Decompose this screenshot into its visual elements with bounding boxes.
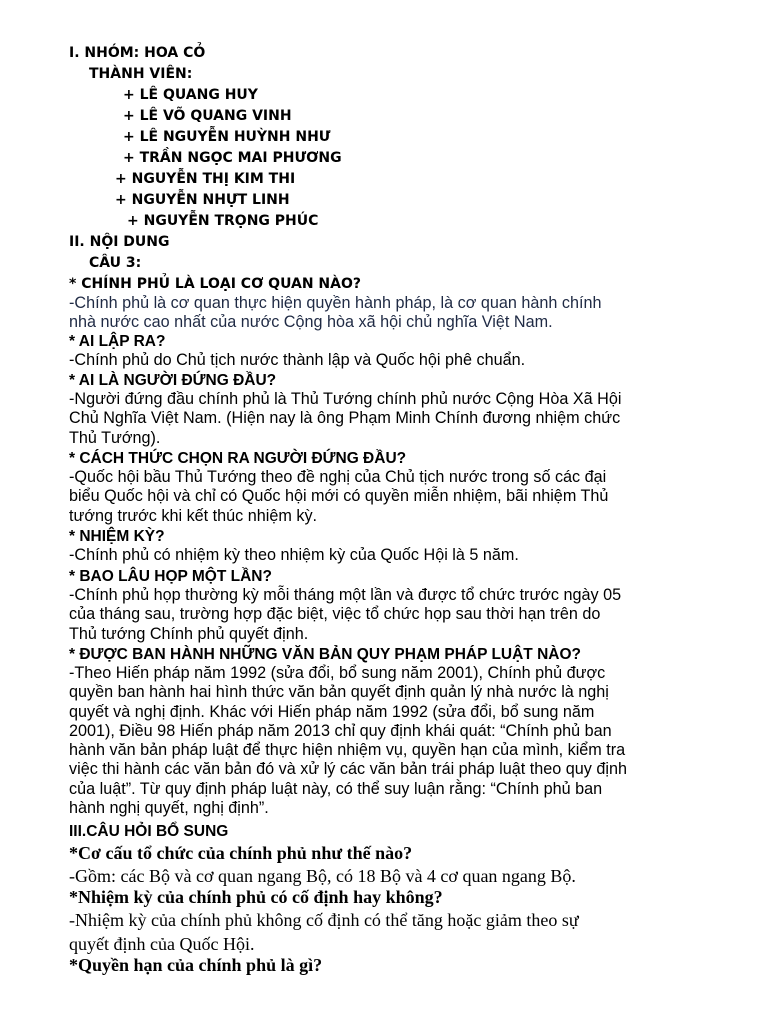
question-heading: *Nhiệm kỳ của chính phủ có cố định hay không? <box>69 887 443 907</box>
question-heading: *Quyền hạn của chính phủ là gì? <box>69 955 323 975</box>
question-heading: * NHIỆM KỲ? <box>69 528 165 545</box>
answer-line: của luật”. Từ quy định pháp luật này, có thể suy luận rằng: “Chính phủ ban <box>69 779 603 798</box>
question-heading: * AI LÀ NGƯỜI ĐỨNG ĐẦU? <box>69 372 277 389</box>
answer-line: Chủ Nghĩa Việt Nam. (Hiện nay là ông Phạm Minh Chính đương nhiệm chức <box>69 409 621 428</box>
answer-line: hành văn bản pháp luật để thực hiện nhiệm vụ, quyền hạn của mình, kiểm tra <box>69 741 626 760</box>
member-item: + LÊ QUANG HUY <box>123 87 258 103</box>
answer-line: -Quốc hội bầu Thủ Tướng theo đề nghị của Chủ tịch nước trong số các đại <box>69 468 607 486</box>
answer-line: quyết định của Quốc Hội. <box>69 933 255 954</box>
section-extra-title: III.CÂU HỎI BỔ SUNG <box>69 823 229 840</box>
question-number: CÂU 3: <box>89 255 142 271</box>
answer-line: tướng trước khi kết thúc nhiệm kỳ. <box>69 506 318 525</box>
answer-line: -Gồm: các Bộ và cơ quan ngang Bộ, có 18 Bộ và 4 cơ quan ngang Bộ. <box>69 866 576 886</box>
qa-block <box>69 528 709 565</box>
qa-block <box>69 333 709 370</box>
answer-line: việc thi hành các văn bản đó và xử lý các văn bản trái pháp luật theo quy định <box>69 760 627 779</box>
answer-line: -Chính phủ là cơ quan thực hiện quyền hành pháp, là cơ quan hành chính <box>69 294 602 312</box>
answer-line: -Chính phủ họp thường kỳ mỗi tháng một lần và được tổ chức trước ngày 05 <box>69 586 622 604</box>
answer-line: -Nhiệm kỳ của chính phủ không cố định có thể tăng hoặc giảm theo sự <box>69 910 579 930</box>
answer-line: 2001), Điều 98 Hiến pháp năm 2013 chỉ quy định khái quát: “Chính phủ ban <box>69 721 612 740</box>
question-heading: * BAO LÂU HỌP MỘT LẦN? <box>69 568 272 585</box>
member-item: + NGUYỄN TRỌNG PHÚC <box>127 213 319 229</box>
qa-block <box>69 568 709 644</box>
answer-line: Thủ tướng Chính phủ quyết định. <box>69 624 309 643</box>
qa-block <box>69 842 729 889</box>
answer-line: -Chính phủ có nhiệm kỳ theo nhiệm kỳ của Quốc Hội là 5 năm. <box>69 546 519 564</box>
question-heading: * CÁCH THỨC CHỌN RA NGƯỜI ĐỨNG ĐẦU? <box>69 450 407 467</box>
answer-line: -Người đứng đầu chính phủ là Thủ Tướng chính phủ nước Cộng Hòa Xã Hội <box>69 390 622 408</box>
answer-line: -Theo Hiến pháp năm 1992 (sửa đổi, bổ sung năm 2001), Chính phủ được <box>69 664 606 682</box>
answer-line: nhà nước cao nhất của nước Cộng hòa xã hội chủ nghĩa Việt Nam. <box>69 313 553 332</box>
answer-line: Thủ Tướng). <box>69 428 161 447</box>
answer-line: của tháng sau, trường hợp đặc biệt, việc tổ chức họp sau thời hạn trên do <box>69 605 601 624</box>
question-heading: * CHÍNH PHỦ LÀ LOẠI CƠ QUAN NÀO? <box>69 276 362 292</box>
qa-block <box>69 646 729 818</box>
answer-line: -Chính phủ do Chủ tịch nước thành lập và Quốc hội phê chuẩn. <box>69 351 526 369</box>
question-heading: * AI LẬP RA? <box>69 333 166 350</box>
qa-block <box>69 954 729 977</box>
answer-line: biểu Quốc hội và chỉ có Quốc hội mới có quyền miễn nhiệm, bãi nhiệm Thủ <box>69 487 609 506</box>
member-item: + TRẦN NGỌC MAI PHƯƠNG <box>123 150 342 166</box>
member-item: + NGUYỄN NHỰT LINH <box>115 192 290 208</box>
answer-line: quyền ban hành hai hình thức văn bản quyết định quản lý nhà nước là nghị <box>69 683 609 702</box>
answer-line: quyết và nghị định. Khác với Hiến pháp năm 1992 (sửa đổi, bổ sung năm <box>69 702 595 721</box>
qa-block <box>69 450 709 526</box>
answer-line: hành nghị quyết, nghị định”. <box>69 799 269 818</box>
qa-block <box>69 886 729 956</box>
question-heading: *Cơ cấu tổ chức của chính phủ như thế nào? <box>69 843 413 863</box>
member-item: + NGUYỄN THỊ KIM THI <box>115 171 296 187</box>
member-item: + LÊ VÕ QUANG VINH <box>123 108 292 124</box>
members-label: THÀNH VIÊN: <box>89 66 193 82</box>
qa-block <box>69 372 709 448</box>
member-item: + LÊ NGUYỄN HUỲNH NHƯ <box>123 129 331 145</box>
question-heading: * ĐƯỢC BAN HÀNH NHỮNG VĂN BẢN QUY PHẠM PHÁP LUẬT NÀO? <box>69 646 581 663</box>
section-content-title: II. NỘI DUNG <box>69 234 170 250</box>
qa-block <box>69 274 709 333</box>
group-title: I. NHÓM: HOA CỎ <box>69 45 206 61</box>
